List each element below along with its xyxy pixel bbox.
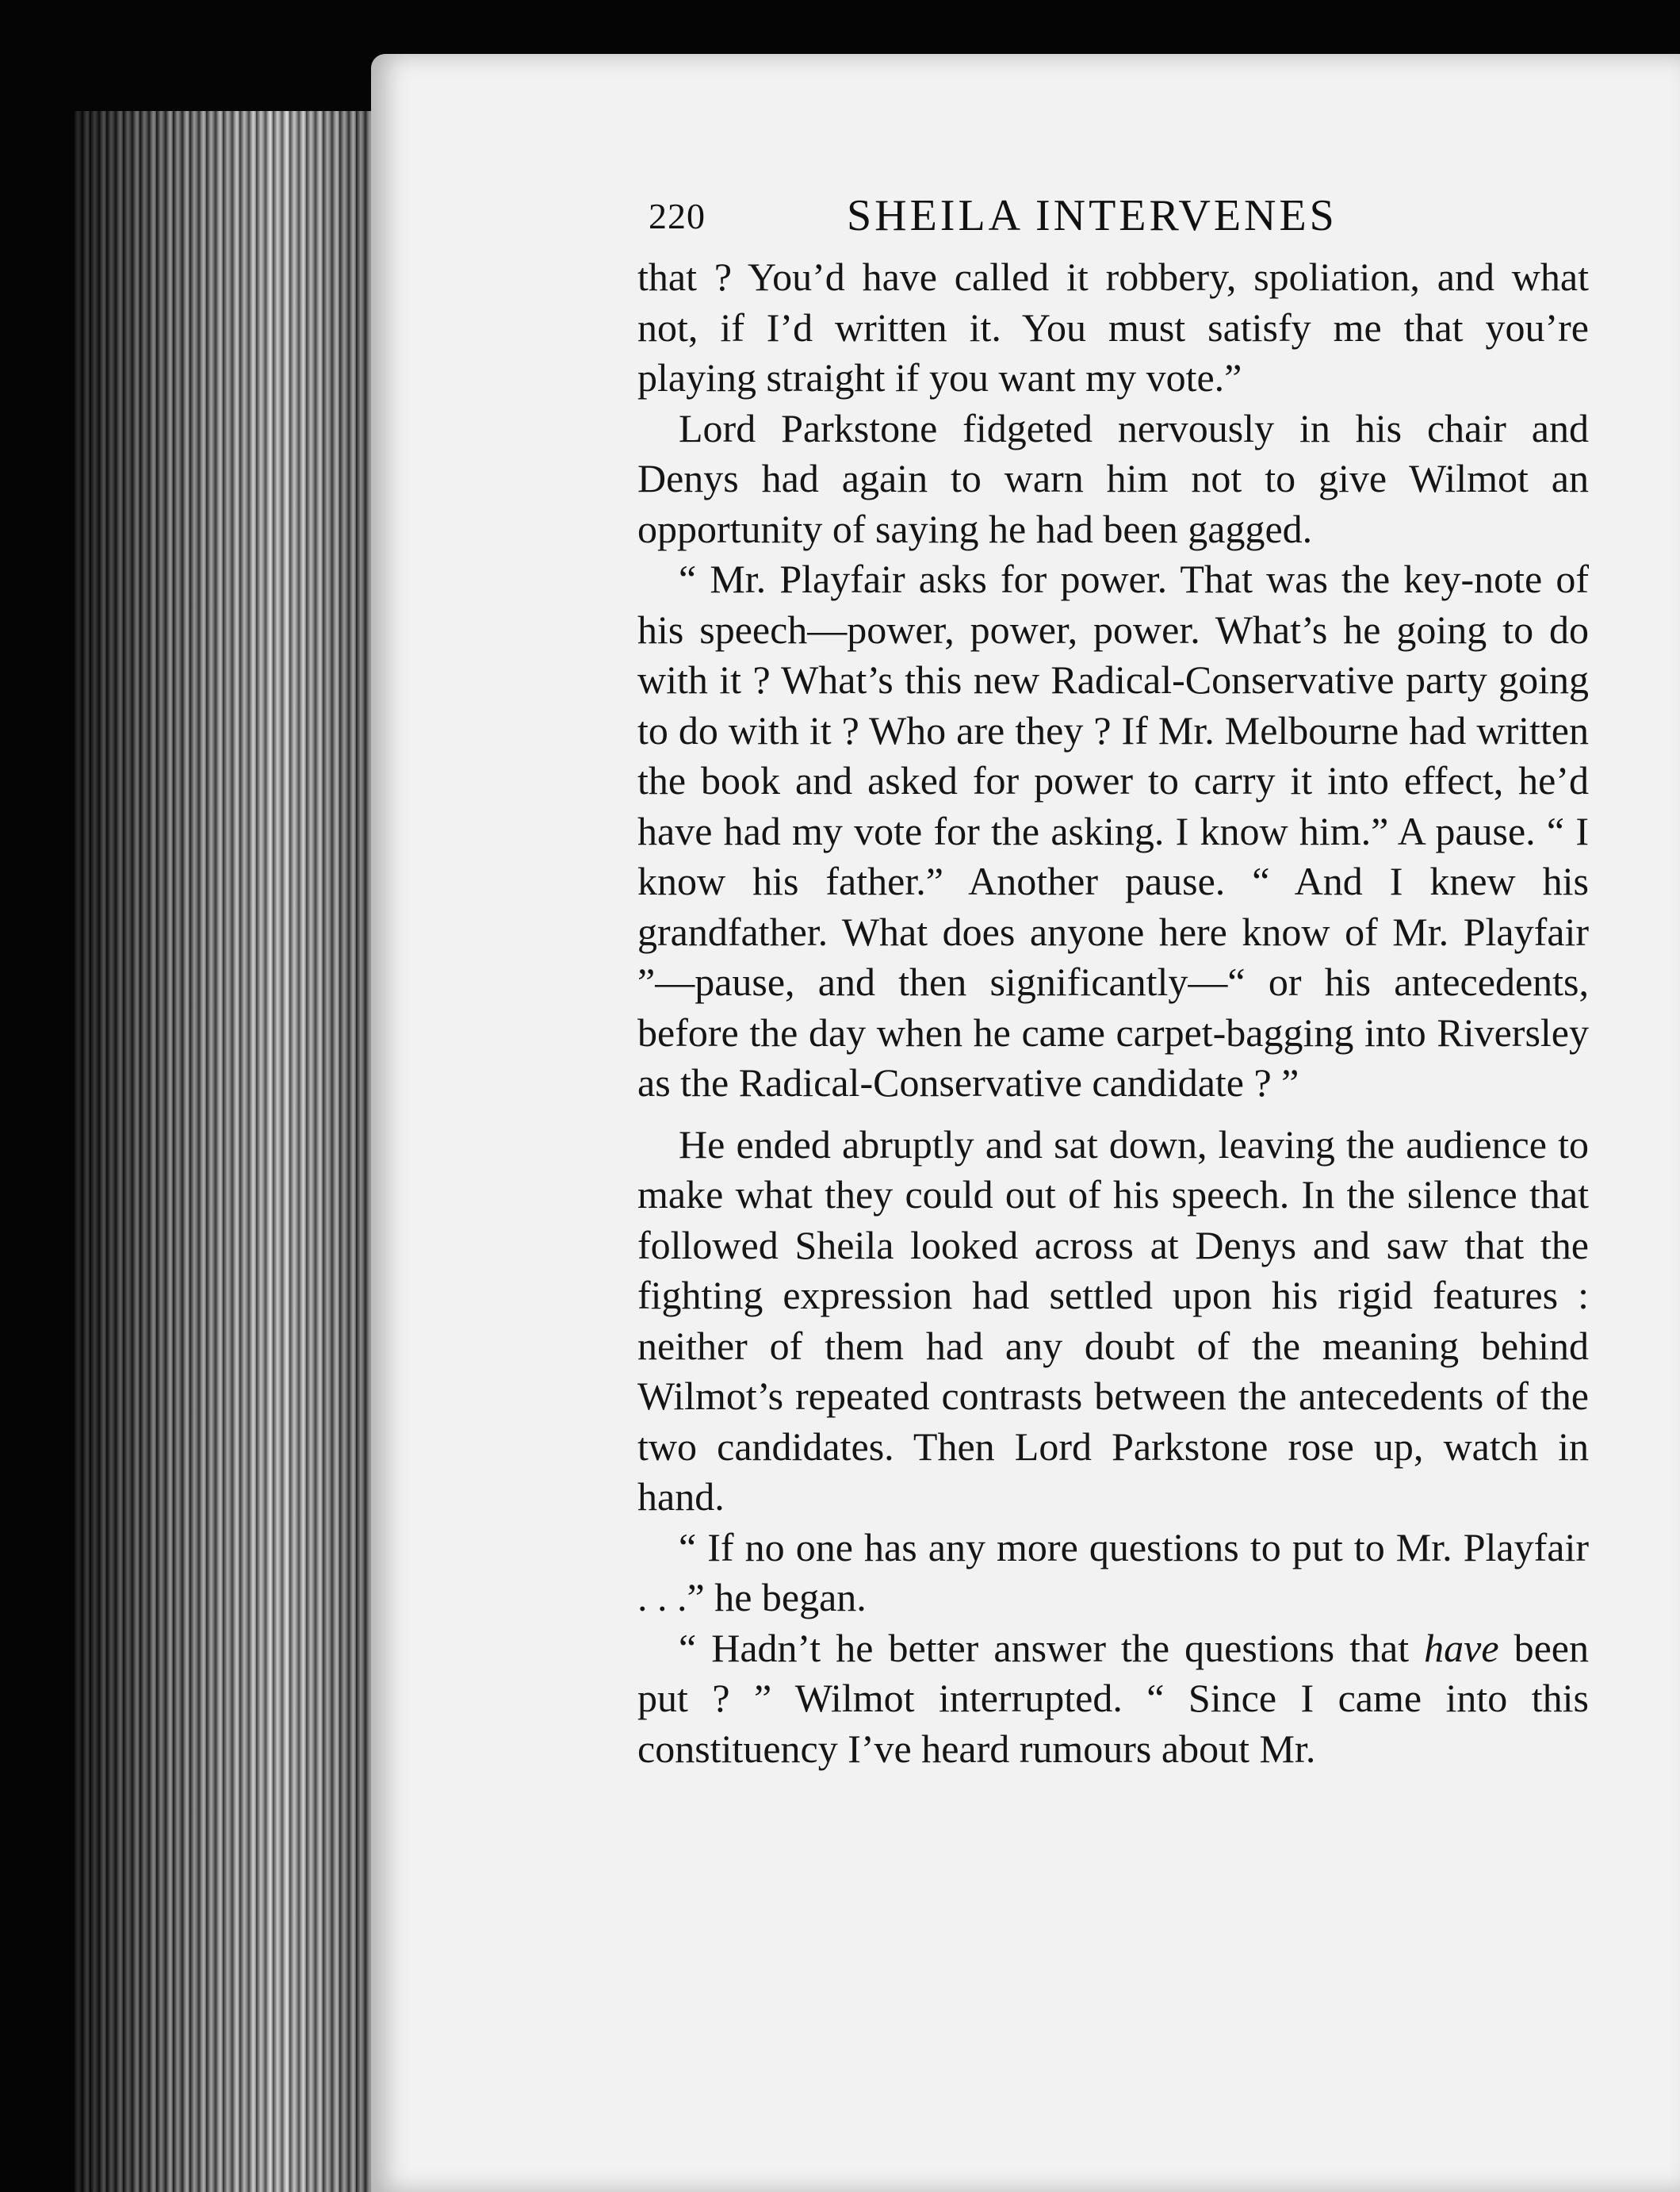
emphasized-word: have <box>1424 1625 1499 1670</box>
paragraph: that ? You’d have called it robbery, spoliation, and what not, if I’d written it. You must satisfy me that you’re playing straight if you want my vote.” <box>637 255 1589 400</box>
paragraph: Lord Parkstone fidgeted nervously in his chair and Denys had again to warn him not to give Wilmot an opportunity of saying he had been gagged. <box>637 405 1589 551</box>
paragraph-text: been put ? ” Wilmot interrupted. “ Since I came into this constituency I’ve heard rumours about Mr. <box>637 1625 1589 1771</box>
page-number: 220 <box>649 196 706 236</box>
paragraph: “ Mr. Playfair asks for power. That was the key-note of his speech—power, power, power. What’s he going to do with it ? What’s this new Radical-Conservative party going to do with it ? Who are they ? If Mr. Melbourne had written the book and asked for power to carry it into effect, he’d have had my vote for the asking. I know him.” A pause. “ I know his father.” Another pause. “ And I knew his grandfather. What does anyone here know of Mr. Playfair ”—pause, and then significantly—“ or his antecedents, before the day when he came carpet-bagging into Riversley as the Radical-Conservative candidate ? ” <box>637 557 1589 1105</box>
page-header <box>649 190 1433 246</box>
book-page-edges <box>73 111 374 2192</box>
paragraph <box>637 1623 1589 1775</box>
paragraph-text: “ Hadn’t he better answer the questions that <box>679 1625 1425 1670</box>
paragraph: He ended abruptly and sat down, leaving the audience to make what they could out of his speech. In the silence that followed Sheila looked across at Denys and saw that the fighting expression had settled upon his rigid features : neither of them had any doubt of the meaning behind Wilmot’s repeated contrasts between the antecedents of the two candidates. Then Lord Parkstone rose up, watch in hand. <box>637 1121 1589 1519</box>
running-title: SHEILA INTERVENES <box>847 191 1337 240</box>
book-page <box>371 54 1680 2192</box>
paragraph: “ If no one has any more questions to put to Mr. Playfair . . .” he began. <box>637 1524 1589 1619</box>
body-text <box>637 252 1589 1774</box>
